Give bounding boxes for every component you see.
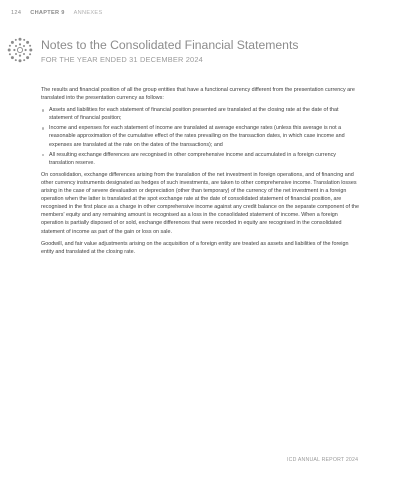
page-subtitle: FOR THE YEAR ENDED 31 DECEMBER 2024 — [41, 55, 203, 64]
section-label: ANNEXES — [73, 10, 103, 16]
list-item: Assets and liabilities for each statement of financial position presented are translated at the closing rate at the date of that statement of financial position; — [41, 106, 361, 122]
goodwill-paragraph: Goodwill, and fair value adjustments arising on the acquisition of a foreign entity are treated as assets and liabilities of the foreign entity and translated at the closing rate. — [41, 240, 349, 255]
translation-rules-list — [41, 106, 361, 167]
list-item: Income and expenses for each statement of income are translated at average exchange rates (unless this average is not a reasonable approximation of the cumulative effect of the rates prevailing on the transaction dates, in which case income and expenses are translated at the rate on the dates of the transactions); and — [41, 124, 361, 148]
report-footer: ICD ANNUAL REPORT 2024 — [287, 457, 359, 463]
intro-paragraph: The results and financial position of all the group entities that have a functional currency different from the presentation currency are translated into the presentation currency as follows: — [41, 87, 355, 102]
chapter-label: CHAPTER 9 — [30, 10, 65, 16]
page-header — [11, 10, 102, 16]
page-number: 124 — [11, 10, 22, 16]
page-title: Notes to the Consolidated Financial Statements — [41, 38, 299, 52]
consolidation-paragraph: On consolidation, exchange differences arising from the translation of the net investment in foreign operations, and of financing and other currency instruments designated as hedges of such investments, are taken to other comprehensive income. Translation losses arising in the case of severe devaluation or depreciation (other than temporary) of the currency of the net investment in a foreign operation when the latter is translated at the spot exchange rate at the date of consolidated statement of financial position, are recognised in the first place as a charge in other comprehensive income against any credit balance on the separate component of the members' equity and any remaining amount is recognised as a loss in the consolidated statement of income. When a foreign operation is partially disposed of or sold, exchange differences that were recorded in equity are recognised in the consolidated statement of income as part of the gain or loss on sale. — [41, 171, 359, 235]
organization-logo-icon — [7, 37, 33, 63]
list-item: All resulting exchange differences are recognised in other comprehensive income and accumulated in a foreign currency translation reserve. — [41, 151, 361, 167]
notes-body — [41, 86, 361, 260]
